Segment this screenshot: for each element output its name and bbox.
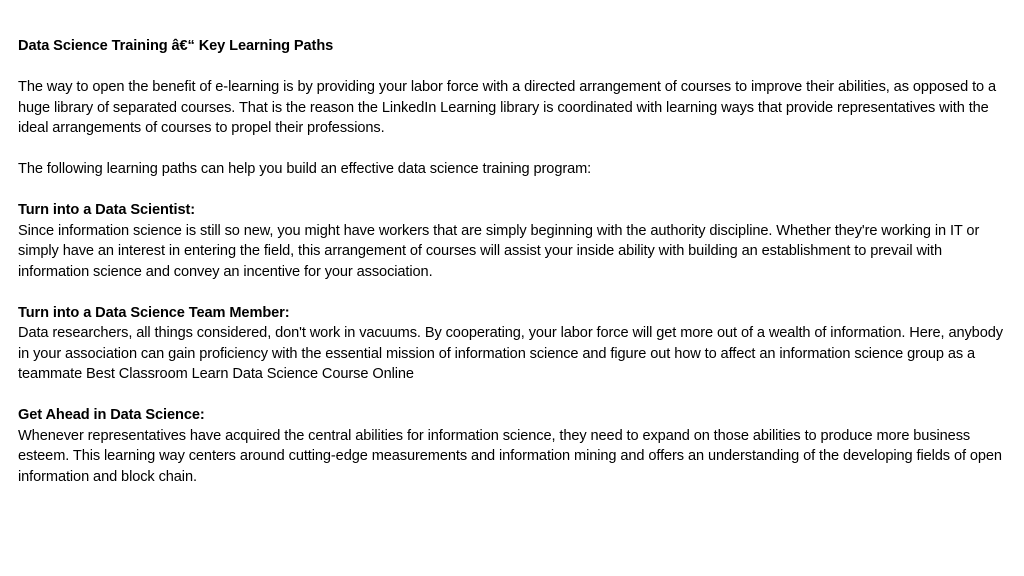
intro-paragraph: The way to open the benefit of e-learning is by providing your labor force with a directed arrangement of courses to improve their abilities, as opposed to a huge library of separated courses. That is the reason the LinkedIn Learning library is coordinated with learning ways that provide representatives with the ideal arrangements of courses to propel their professions.	[18, 79, 997, 136]
section-team-member	[18, 303, 1008, 385]
spacer	[18, 57, 1008, 78]
section-data-scientist	[18, 200, 1008, 282]
spacer	[18, 385, 1008, 406]
spacer	[18, 180, 1008, 201]
section-get-ahead	[18, 405, 1008, 487]
document-title: Data Science Training â€“ Key Learning Paths	[18, 38, 334, 54]
section-heading: Turn into a Data Scientist:	[18, 202, 196, 218]
section-heading: Get Ahead in Data Science:	[18, 407, 205, 423]
spacer	[18, 282, 1008, 303]
section-body: Whenever representatives have acquired the central abilities for information science, they need to expand on those abilities to produce more business esteem. This learning way centers around cutting-edge measurements and information mining and offers an understanding of the developing fields of open information and block chain.	[18, 427, 1002, 485]
spacer	[18, 139, 1008, 160]
section-body: Data researchers, all things considered, don't work in vacuums. By cooperating, your labor force will get more out of a wealth of information. Here, anybody in your association can gain proficiency with the essential mission of information science and figure out how to affect an information science group as a teammate Best Classroom Learn Data Science Course Online	[18, 325, 1003, 382]
section-body: Since information science is still so new, you might have workers that are simply beginning with the authority discipline. Whether they're working in IT or simply have an interest in entering the field, this arrangement of courses will assist your inside ability with building an establishment to prevail with information science and convey an incentive for your association.	[18, 222, 980, 280]
document-body	[18, 36, 1008, 487]
section-heading: Turn into a Data Science Team Member:	[18, 304, 290, 321]
lead-in-paragraph: The following learning paths can help you build an effective data science training program:	[18, 161, 592, 177]
